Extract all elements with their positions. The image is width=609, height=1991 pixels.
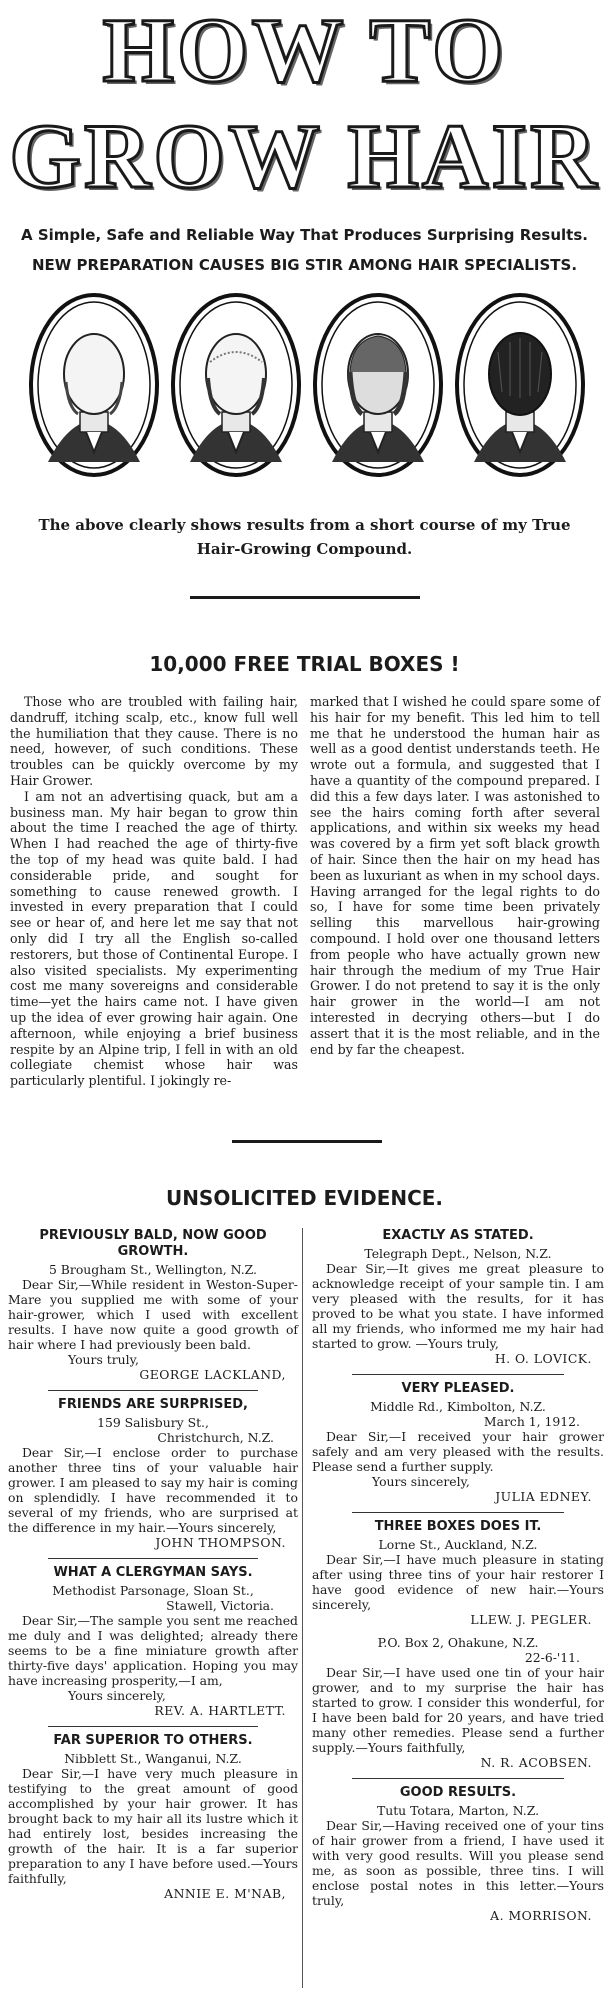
testimonial-closing: Yours sincerely, <box>68 1688 166 1703</box>
testimonial-signature: GEORGE LACKLAND, <box>139 1367 286 1382</box>
testimonial-letter <box>312 1228 604 1366</box>
testimonial-divider <box>352 1778 564 1779</box>
testimonial-closing: Yours sincerely, <box>372 1474 470 1489</box>
testimonial-address: Lorne St., Auckland, N.Z. <box>378 1537 538 1552</box>
testimonial-address: 159 Salisbury St., <box>97 1415 209 1430</box>
testimonial-signature: JOHN THOMPSON. <box>155 1535 286 1550</box>
portrait-sparse-illustration <box>170 292 302 478</box>
testimonial-address: Tutu Totara, Marton, N.Z. <box>376 1803 540 1818</box>
testimonial-text: Dear Sir,—It gives me great pleasure to acknowledge receipt of your sample tin. I am very pleased with the results, for it has proved to be what you state. I have informed all my friends, who informed me my hair had started to grow. —Yours truly, <box>312 1261 604 1351</box>
subheading-2: NEW PREPARATION CAUSES BIG STIR AMONG HAIR SPECIALISTS. <box>31 256 578 274</box>
section-divider-middle <box>232 1140 382 1143</box>
testimonial-address-line-2: 22-6-'11. <box>524 1650 580 1665</box>
testimonial-divider <box>48 1558 258 1559</box>
testimonial-heading: FAR SUPERIOR TO OTHERS. <box>53 1733 253 1748</box>
testimonial-text: Dear Sir,—I have much pleasure in stating after using three tins of your hair restorer I have good evidence of new hair.—Yours sincerely, <box>312 1552 604 1612</box>
testimonial-text: Dear Sir,—I enclose order to purchase another three tins of your valuable hair grower. I am pleased to say my hair is coming on splendidly. I have recommended it to several of my friends, who are surprised at the difference in my hair.—Yours sincerely, <box>8 1445 298 1535</box>
testimonial-heading: WHAT A CLERGYMAN SAYS. <box>53 1565 253 1580</box>
portrait-full-hair-illustration <box>454 292 586 478</box>
testimonial-address: P.O. Box 2, Ohakune, N.Z. <box>377 1635 539 1650</box>
subheading-1: A Simple, Safe and Reliable Way That Produces Surprising Results. <box>21 226 588 244</box>
testimonial-heading: PREVIOUSLY BALD, NOW GOOD GROWTH. <box>39 1228 267 1259</box>
testimonial-address: Methodist Parsonage, Sloan St., <box>52 1583 254 1598</box>
testimonial-signature: ANNIE E. M'NAB, <box>164 1886 286 1901</box>
testimonial-signature: H. O. LOVICK. <box>494 1351 592 1366</box>
testimonial-address: Middle Rd., Kimbolton, N.Z. <box>370 1399 546 1414</box>
testimonial-text: Dear Sir,—I received your hair grower safely and am very pleased with the results. Please send a further supply. <box>312 1429 604 1474</box>
testimonial-closing: Yours truly, <box>68 1352 139 1367</box>
testimonial-signature: N. R. ACOBSEN. <box>480 1755 592 1770</box>
section-divider-top <box>190 596 420 599</box>
testimonials-right-column <box>312 1228 604 1931</box>
testimonial-address: Telegraph Dept., Nelson, N.Z. <box>364 1246 552 1261</box>
testimonial-divider <box>352 1374 564 1375</box>
body-column-right <box>310 694 600 1057</box>
testimonial-text: Dear Sir,—Having received one of your tins of hair grower from a friend, I have used it with very good results. Will you please send me, as soon as possible, three tins. I will enclose postal notes in this letter.—Yours truly, <box>312 1818 604 1908</box>
body-paragraph: I am not an advertising quack, but am a business man. My hair began to grow thin about the time I reached the age of thirty. When I had reached the age of thirty-five the top of my head was quite bald. I had considerable pride, and sought for something to cause renewed growth. I invested in every preparation that I could see or hear of, and here let me say that not only did I try all the English so-called restorers, but those of Continental Europe. I also visited specialists. My experimenting cost me many sovereigns and considerable time—yet the hairs came not. I have given up the idea of ever growing hair again. One afternoon, while enjoying a brief business respite by an Alpine trip, I fell in with an old collegiate chemist whose hair was particularly plentiful. I jokingly re- <box>10 788 298 1089</box>
column-separator <box>302 1228 303 1988</box>
testimonial-heading: FRIENDS ARE SURPRISED, <box>58 1397 248 1412</box>
body-paragraph: marked that I wished he could spare some of his hair for my benefit. This led him to tell me that he understood the human hair as well as a good dentist understands teeth. He wrote out a formula, and suggested that I have a quantity of the compound prepared. I did this a few days later. I was astonished to see the hairs coming forth after several applications, and within six weeks my head was covered by a firm yet soft black growth of hair. Since then the hair on my head has been as luxuriant as when in my school days. Having arranged for the legal rights to do so, I have for some time been privately selling this marvellous hair-growing compound. I hold over one thousand letters from people who have actually grown new hair through the medium of my True Hair Grower. I do not pretend to say it is the only hair grower in the world—I am not interested in decrying others—but I do assert that it is the most reliable, and in the end by far the cheapest. <box>310 694 600 1057</box>
testimonial-text: Dear Sir,—I have used one tin of your hair grower, and to my surprise the hair has started to grow. I consider this wonderful, for I have been bald for 20 years, and have tried many other remedies. Please send a further supply.—Yours faithfully, <box>312 1665 604 1755</box>
caption-line-2: Hair-Growing Compound. <box>196 540 413 558</box>
testimonial-signature: LLEW. J. PEGLER. <box>470 1612 592 1627</box>
testimonial-signature: REV. A. HARTLETT. <box>154 1703 286 1718</box>
testimonial-divider <box>352 1512 564 1513</box>
testimonial-text: Dear Sir,—While resident in Weston-Super-Mare you supplied me with some of your hair-grower, which I used with excellent results. I have now quite a good growth of hair where I had previously been bald. <box>8 1277 298 1352</box>
hair-growth-illustration <box>28 292 588 482</box>
testimonial-letter <box>8 1397 298 1550</box>
body-paragraph: Those who are troubled with failing hair, dandruff, itching scalp, etc., know full well the humiliation that they cause. There is no need, however, of such conditions. These troubles can be quickly overcome by my Hair Grower. <box>10 694 298 788</box>
body-column-left <box>10 694 298 1089</box>
testimonial-heading: VERY PLEASED. <box>401 1381 515 1396</box>
testimonial-letter <box>312 1519 604 1627</box>
testimonial-signature: JULIA EDNEY. <box>495 1489 592 1504</box>
testimonial-address-line-2: March 1, 1912. <box>483 1414 580 1429</box>
testimonial-address-line-2: Stawell, Victoria. <box>166 1598 274 1613</box>
testimonial-divider <box>48 1390 258 1391</box>
testimonial-divider <box>48 1726 258 1727</box>
testimonial-letter <box>312 1785 604 1923</box>
portrait-bald-illustration <box>28 292 160 478</box>
testimonial-letter <box>312 1381 604 1504</box>
testimonial-letter <box>312 1635 604 1770</box>
testimonial-letter <box>8 1733 298 1901</box>
headline-line-1: HOW TO <box>102 0 507 101</box>
testimonial-heading: THREE BOXES DOES IT. <box>374 1519 542 1534</box>
trial-boxes-heading: 10,000 FREE TRIAL BOXES ! <box>149 652 460 676</box>
testimonial-signature: A. MORRISON. <box>490 1908 592 1923</box>
testimonial-letter <box>8 1565 298 1718</box>
testimonial-text: Dear Sir,—I have very much pleasure in testifying to the great amount of good accomplished by your hair grower. It has brought back to my hair all its lustre which it had entirely lost, besides increasing the growth of the hair. It is a far superior preparation to any I have before used.—Yours faithfully, <box>8 1766 298 1886</box>
testimonial-letter <box>8 1228 298 1382</box>
testimonial-heading: EXACTLY AS STATED. <box>382 1228 534 1243</box>
testimonial-address: 5 Brougham St., Wellington, N.Z. <box>48 1262 258 1277</box>
testimonial-address: Nibblett St., Wanganui, N.Z. <box>64 1751 242 1766</box>
headline-line-2: GROW HAIR <box>9 105 600 207</box>
caption-line-1: The above clearly shows results from a short course of my True <box>38 516 571 534</box>
unsolicited-evidence-heading: UNSOLICITED EVIDENCE. <box>165 1186 444 1210</box>
portrait-growing-illustration <box>312 292 444 478</box>
testimonial-heading: GOOD RESULTS. <box>399 1785 517 1800</box>
testimonial-text: Dear Sir,—The sample you sent me reached me duly and I was delighted; already there seems to be a fine miniature growth after thirty-five days' application. Hoping you may have increasing prosperity,—I am, <box>8 1613 298 1688</box>
testimonial-address-line-2: Christchurch, N.Z. <box>157 1430 274 1445</box>
testimonials-left-column <box>8 1228 298 1909</box>
